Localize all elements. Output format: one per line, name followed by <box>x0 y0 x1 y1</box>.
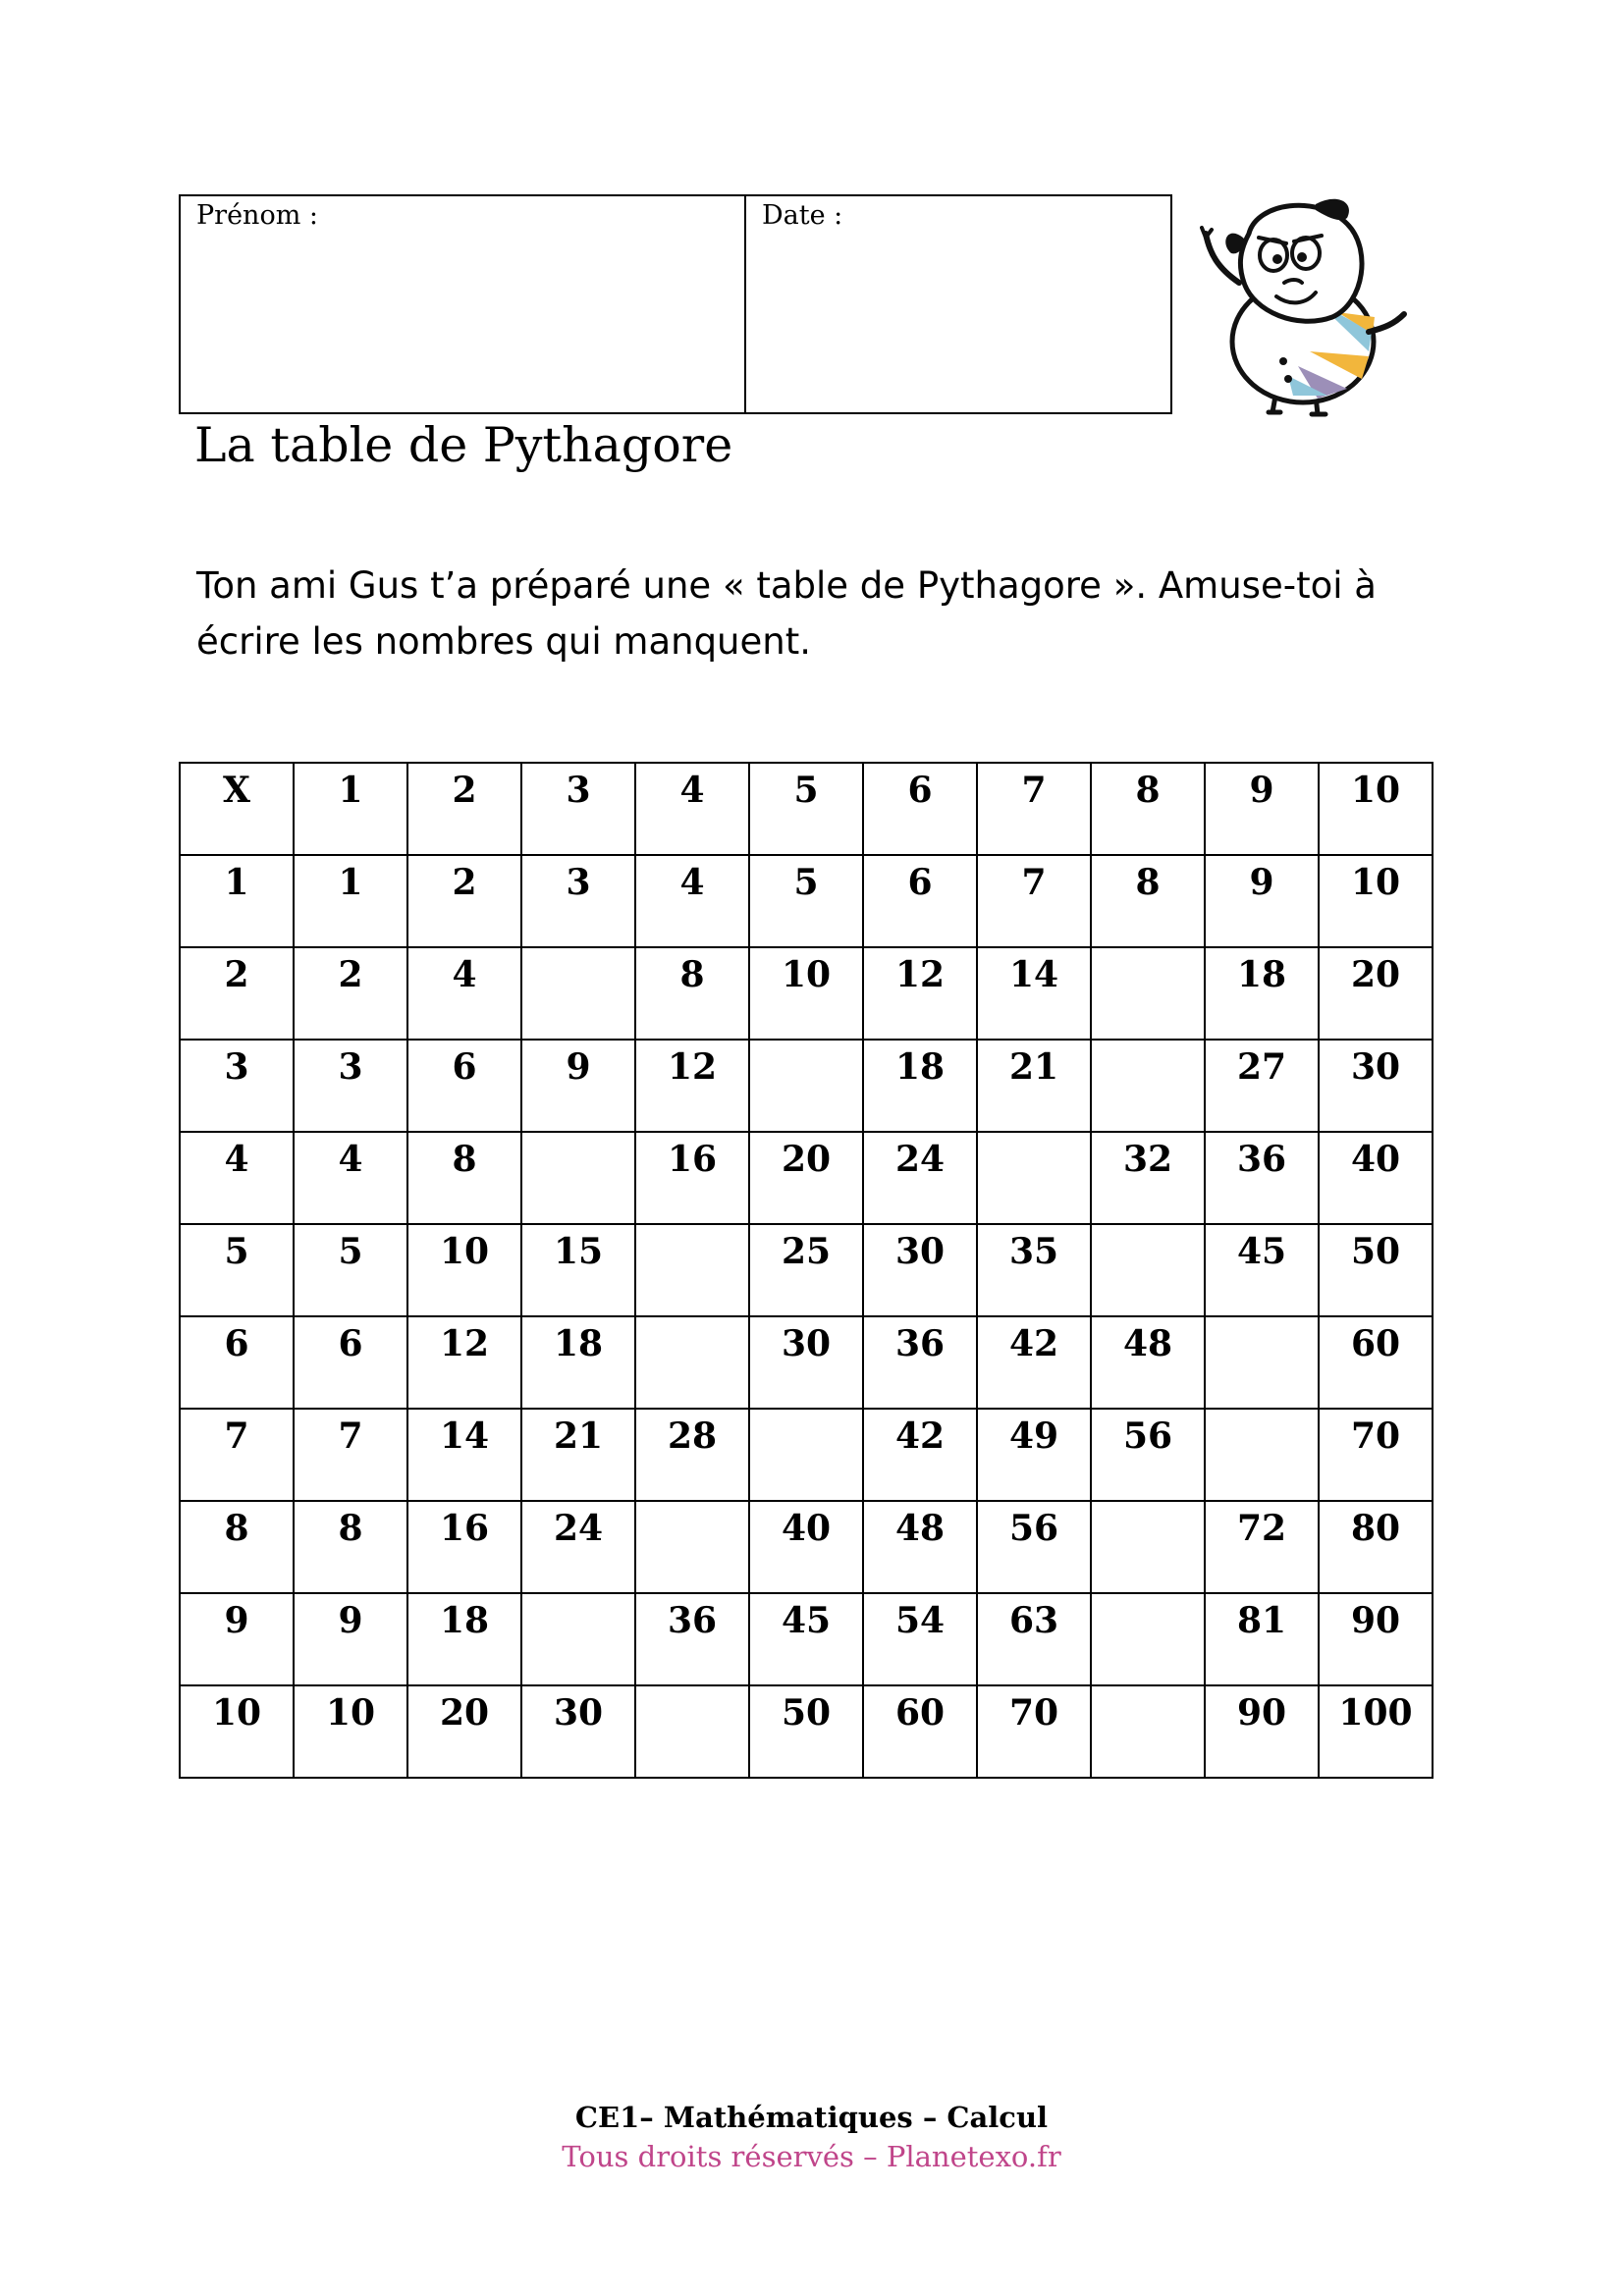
column-header-cell: 8 <box>1091 763 1205 855</box>
product-cell: 6 <box>407 1040 521 1132</box>
product-cell: 10 <box>1319 855 1433 947</box>
blank-answer-cell[interactable] <box>1091 1593 1205 1685</box>
product-cell: 90 <box>1319 1593 1433 1685</box>
column-header-cell: 2 <box>407 763 521 855</box>
product-cell: 45 <box>1205 1224 1319 1316</box>
blank-answer-cell[interactable] <box>635 1316 749 1409</box>
product-cell: 60 <box>863 1685 977 1778</box>
row-header-cell: 8 <box>180 1501 294 1593</box>
product-cell: 8 <box>635 947 749 1040</box>
sheep-mascot-icon <box>1200 194 1416 420</box>
product-cell: 42 <box>863 1409 977 1501</box>
blank-answer-cell[interactable] <box>635 1685 749 1778</box>
product-cell: 8 <box>294 1501 407 1593</box>
product-cell: 6 <box>294 1316 407 1409</box>
product-cell: 24 <box>521 1501 635 1593</box>
product-cell: 5 <box>749 855 863 947</box>
product-cell: 14 <box>977 947 1091 1040</box>
instructions <box>196 558 1434 669</box>
product-cell: 9 <box>1205 855 1319 947</box>
product-cell: 20 <box>749 1132 863 1224</box>
row-header-cell: 10 <box>180 1685 294 1778</box>
product-cell: 36 <box>1205 1132 1319 1224</box>
product-cell: 15 <box>521 1224 635 1316</box>
product-cell: 16 <box>635 1132 749 1224</box>
product-cell: 12 <box>407 1316 521 1409</box>
product-cell: 8 <box>407 1132 521 1224</box>
row-header-cell: 3 <box>180 1040 294 1132</box>
product-cell: 10 <box>294 1685 407 1778</box>
column-header-cell: 4 <box>635 763 749 855</box>
product-cell: 9 <box>294 1593 407 1685</box>
product-cell: 48 <box>863 1501 977 1593</box>
product-cell: 49 <box>977 1409 1091 1501</box>
blank-answer-cell[interactable] <box>1091 1040 1205 1132</box>
column-header-cell: 7 <box>977 763 1091 855</box>
column-header-cell: 3 <box>521 763 635 855</box>
blank-answer-cell[interactable] <box>521 1593 635 1685</box>
blank-answer-cell[interactable] <box>521 1132 635 1224</box>
product-cell: 30 <box>1319 1040 1433 1132</box>
product-cell: 48 <box>1091 1316 1205 1409</box>
product-cell: 10 <box>749 947 863 1040</box>
date-label: Date : <box>762 200 843 231</box>
table-row <box>180 1501 1433 1593</box>
product-cell: 6 <box>863 855 977 947</box>
product-cell: 63 <box>977 1593 1091 1685</box>
column-header-cell: 10 <box>1319 763 1433 855</box>
product-cell: 25 <box>749 1224 863 1316</box>
blank-answer-cell[interactable] <box>1091 947 1205 1040</box>
blank-answer-cell[interactable] <box>521 947 635 1040</box>
product-cell: 20 <box>1319 947 1433 1040</box>
blank-answer-cell[interactable] <box>1091 1685 1205 1778</box>
product-cell: 12 <box>863 947 977 1040</box>
blank-answer-cell[interactable] <box>1205 1316 1319 1409</box>
page-title: La table de Pythagore <box>194 417 733 473</box>
table-row <box>180 855 1433 947</box>
pythagore-table-container <box>179 762 1434 1779</box>
product-cell: 56 <box>1091 1409 1205 1501</box>
column-header-cell: 9 <box>1205 763 1319 855</box>
row-header-cell: 6 <box>180 1316 294 1409</box>
table-row <box>180 1409 1433 1501</box>
product-cell: 50 <box>1319 1224 1433 1316</box>
product-cell: 30 <box>749 1316 863 1409</box>
product-cell: 18 <box>1205 947 1319 1040</box>
table-row <box>180 1316 1433 1409</box>
product-cell: 20 <box>407 1685 521 1778</box>
instructions-line-1: Ton ami Gus t’a préparé une « table de Pythagore ». Amuse-toi à <box>196 564 1377 607</box>
table-corner-cell: X <box>180 763 294 855</box>
product-cell: 40 <box>1319 1132 1433 1224</box>
product-cell: 32 <box>1091 1132 1205 1224</box>
product-cell: 10 <box>407 1224 521 1316</box>
date-field[interactable] <box>746 196 1170 412</box>
blank-answer-cell[interactable] <box>635 1501 749 1593</box>
row-header-cell: 1 <box>180 855 294 947</box>
product-cell: 24 <box>863 1132 977 1224</box>
table-row <box>180 947 1433 1040</box>
product-cell: 4 <box>294 1132 407 1224</box>
column-header-cell: 6 <box>863 763 977 855</box>
product-cell: 27 <box>1205 1040 1319 1132</box>
table-row <box>180 1685 1433 1778</box>
product-cell: 8 <box>1091 855 1205 947</box>
blank-answer-cell[interactable] <box>749 1040 863 1132</box>
pythagore-table <box>179 762 1434 1779</box>
blank-answer-cell[interactable] <box>1091 1224 1205 1316</box>
row-header-cell: 2 <box>180 947 294 1040</box>
row-header-cell: 5 <box>180 1224 294 1316</box>
footer-copyright: Tous droits réservés – Planetexo.fr <box>562 2140 1061 2173</box>
product-cell: 36 <box>863 1316 977 1409</box>
product-cell: 30 <box>521 1685 635 1778</box>
product-cell: 4 <box>635 855 749 947</box>
row-header-cell: 4 <box>180 1132 294 1224</box>
column-header-cell: 5 <box>749 763 863 855</box>
product-cell: 60 <box>1319 1316 1433 1409</box>
instructions-line-2: écrire les nombres qui manquent. <box>196 620 811 663</box>
blank-answer-cell[interactable] <box>1091 1501 1205 1593</box>
product-cell: 14 <box>407 1409 521 1501</box>
blank-answer-cell[interactable] <box>749 1409 863 1501</box>
row-header-cell: 7 <box>180 1409 294 1501</box>
product-cell: 70 <box>977 1685 1091 1778</box>
product-cell: 30 <box>863 1224 977 1316</box>
product-cell: 56 <box>977 1501 1091 1593</box>
product-cell: 12 <box>635 1040 749 1132</box>
product-cell: 3 <box>294 1040 407 1132</box>
product-cell: 18 <box>863 1040 977 1132</box>
blank-answer-cell[interactable] <box>1205 1409 1319 1501</box>
product-cell: 2 <box>294 947 407 1040</box>
product-cell: 80 <box>1319 1501 1433 1593</box>
product-cell: 21 <box>977 1040 1091 1132</box>
product-cell: 21 <box>521 1409 635 1501</box>
product-cell: 100 <box>1319 1685 1433 1778</box>
product-cell: 4 <box>407 947 521 1040</box>
product-cell: 1 <box>294 855 407 947</box>
blank-answer-cell[interactable] <box>635 1224 749 1316</box>
table-row <box>180 1593 1433 1685</box>
product-cell: 40 <box>749 1501 863 1593</box>
product-cell: 90 <box>1205 1685 1319 1778</box>
table-row <box>180 1224 1433 1316</box>
blank-answer-cell[interactable] <box>977 1132 1091 1224</box>
product-cell: 9 <box>521 1040 635 1132</box>
product-cell: 36 <box>635 1593 749 1685</box>
product-cell: 42 <box>977 1316 1091 1409</box>
column-header-cell: 1 <box>294 763 407 855</box>
name-field[interactable] <box>181 196 746 412</box>
product-cell: 35 <box>977 1224 1091 1316</box>
product-cell: 7 <box>294 1409 407 1501</box>
product-cell: 5 <box>294 1224 407 1316</box>
product-cell: 50 <box>749 1685 863 1778</box>
table-row <box>180 1040 1433 1132</box>
product-cell: 45 <box>749 1593 863 1685</box>
row-header-cell: 9 <box>180 1593 294 1685</box>
student-info-box <box>179 194 1172 414</box>
product-cell: 70 <box>1319 1409 1433 1501</box>
product-cell: 72 <box>1205 1501 1319 1593</box>
product-cell: 7 <box>977 855 1091 947</box>
footer-subject: CE1– Mathématiques – Calcul <box>574 2101 1049 2134</box>
product-cell: 81 <box>1205 1593 1319 1685</box>
product-cell: 18 <box>521 1316 635 1409</box>
table-row <box>180 1132 1433 1224</box>
product-cell: 2 <box>407 855 521 947</box>
product-cell: 16 <box>407 1501 521 1593</box>
product-cell: 28 <box>635 1409 749 1501</box>
name-label: Prénom : <box>196 200 318 231</box>
product-cell: 54 <box>863 1593 977 1685</box>
product-cell: 18 <box>407 1593 521 1685</box>
table-header-row <box>180 763 1433 855</box>
product-cell: 3 <box>521 855 635 947</box>
